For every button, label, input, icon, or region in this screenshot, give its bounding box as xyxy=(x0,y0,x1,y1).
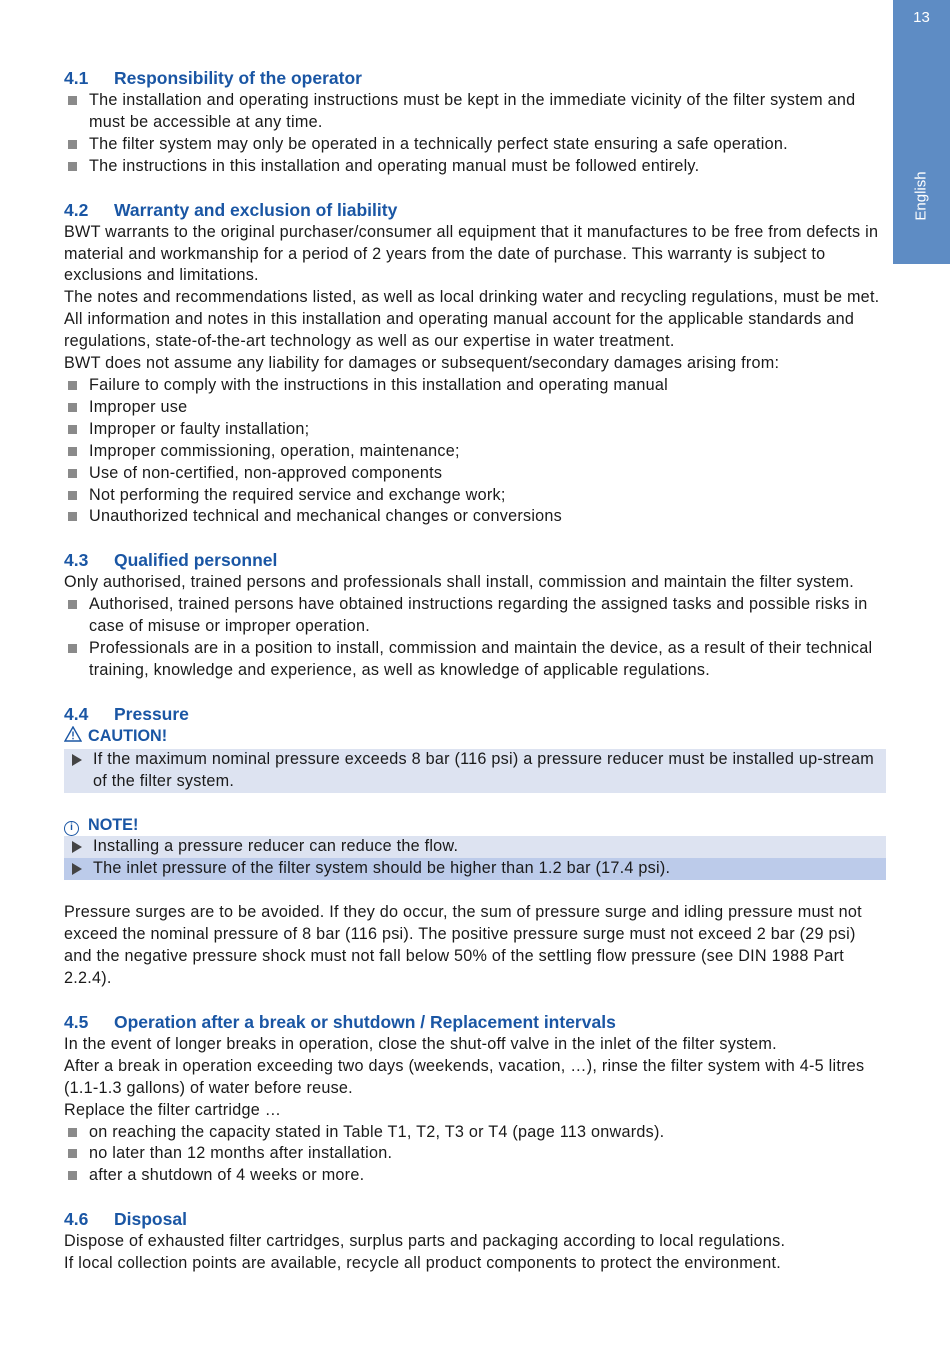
list-item: The instructions in this installation and operating manual must be followed entirely. xyxy=(64,156,886,178)
warning-triangle-icon xyxy=(64,726,88,749)
bullet-list xyxy=(64,90,886,178)
paragraph: BWT does not assume any liability for damages or subsequent/secondary damages arising from: xyxy=(64,354,780,373)
list-item: Improper use xyxy=(64,397,886,419)
list-item: The installation and operating instructions must be kept in the immediate vicinity of the filter system and must be accessible at any time. xyxy=(64,90,886,134)
paragraph: Dispose of exhausted filter cartridges, surplus parts and packaging according to local regulations. xyxy=(64,1232,786,1251)
list-item: Professionals are in a position to install, commission and maintain the device, as a result of their technical training, knowledge and experience, as well as knowledge of applicable regulations. xyxy=(64,638,886,682)
section-heading: 4.6 Disposal xyxy=(64,1209,187,1230)
bullet-list xyxy=(64,1122,886,1188)
paragraph: If local collection points are available, recycle all product components to protect the environment. xyxy=(64,1254,781,1273)
note-label: i NOTE! xyxy=(64,815,886,837)
note-box xyxy=(64,836,886,880)
arrow-right-icon xyxy=(72,841,82,853)
language-label: English xyxy=(912,171,930,221)
section-4-2 xyxy=(64,198,886,529)
paragraph: The notes and recommendations listed, as well as local drinking water and recycling regulations, must be met. All information and notes in this installation and operating manual account for the applicable standards and regulations, state-of-the-art technology as well as our expertise in water treatment. xyxy=(64,288,880,351)
paragraph: BWT warrants to the original purchaser/consumer all equipment that it manufactures to be free from defects in material and workmanship for a period of 2 years from the date of purchase. This warranty is subject to exclusions and limitations. xyxy=(64,222,879,285)
arrow-right-icon xyxy=(72,754,82,766)
bullet-list xyxy=(64,594,886,682)
list-item: Not performing the required service and exchange work; xyxy=(64,485,886,507)
list-item: after a shutdown of 4 weeks or more. xyxy=(64,1165,886,1187)
list-item: Improper commissioning, operation, maintenance; xyxy=(64,441,886,463)
section-4-3 xyxy=(64,548,886,682)
arrow-right-icon xyxy=(72,863,82,875)
paragraph: In the event of longer breaks in operation, close the shut-off valve in the inlet of the filter system. xyxy=(64,1034,777,1053)
list-item: on reaching the capacity stated in Table T1, T2, T3 or T4 (page 113 onwards). xyxy=(64,1122,886,1144)
section-4-1 xyxy=(64,66,886,178)
paragraph: Replace the filter cartridge … xyxy=(64,1100,282,1119)
section-4-4 xyxy=(64,702,886,990)
list-item: Improper or faulty installation; xyxy=(64,419,886,441)
list-item: The filter system may only be operated in a technically perfect state ensuring a safe operation. xyxy=(64,134,886,156)
paragraph: After a break in operation exceeding two days (weekends, vacation, …), rinse the filter system with 4-5 litres (1.1-1.3 gallons) of water before reuse. xyxy=(64,1056,865,1097)
page-number: 13 xyxy=(913,9,930,26)
list-item: Authorised, trained persons have obtained instructions regarding the assigned tasks and possible risks in case of misuse or improper operation. xyxy=(64,594,886,638)
list-item: Unauthorized technical and mechanical changes or conversions xyxy=(64,506,886,528)
section-heading: 4.3 Qualified personnel xyxy=(64,550,278,571)
section-heading: 4.4 Pressure xyxy=(64,703,189,724)
section-heading: 4.5 Operation after a break or shutdown / Replacement intervals xyxy=(64,1011,616,1032)
list-item: Failure to comply with the instructions in this installation and operating manual xyxy=(64,375,886,397)
page-content xyxy=(64,66,886,1295)
paragraph: Only authorised, trained persons and professionals shall install, commission and maintain the filter system. xyxy=(64,573,854,592)
section-4-6 xyxy=(64,1207,886,1275)
language-tab xyxy=(893,0,950,264)
section-heading: 4.1 Responsibility of the operator xyxy=(64,68,362,88)
bullet-list xyxy=(64,375,886,528)
caution-item: If the maximum nominal pressure exceeds 8 bar (116 psi) a pressure reducer must be installed up-stream of the filter system. xyxy=(64,749,886,793)
list-item: no later than 12 months after installation. xyxy=(64,1143,886,1165)
info-icon: i xyxy=(64,815,88,837)
list-item: Use of non-certified, non-approved components xyxy=(64,463,886,485)
section-4-5 xyxy=(64,1010,886,1187)
section-heading: 4.2 Warranty and exclusion of liability xyxy=(64,199,398,220)
note-item: Installing a pressure reducer can reduce the flow. xyxy=(64,836,886,858)
note-item: The inlet pressure of the filter system should be higher than 1.2 bar (17.4 psi). xyxy=(64,858,886,880)
paragraph: Pressure surges are to be avoided. If they do occur, the sum of pressure surge and idling pressure must not exceed the nominal pressure of 8 bar (116 psi). The positive pressure surge must not exceed 2 bar (29 psi) and the negative pressure shock must not fall below 50% of the settling flow pressure (see DIN 1988 Part 2.2.4). xyxy=(64,903,862,987)
caution-label: CAUTION! xyxy=(64,726,886,749)
caution-box xyxy=(64,749,886,793)
